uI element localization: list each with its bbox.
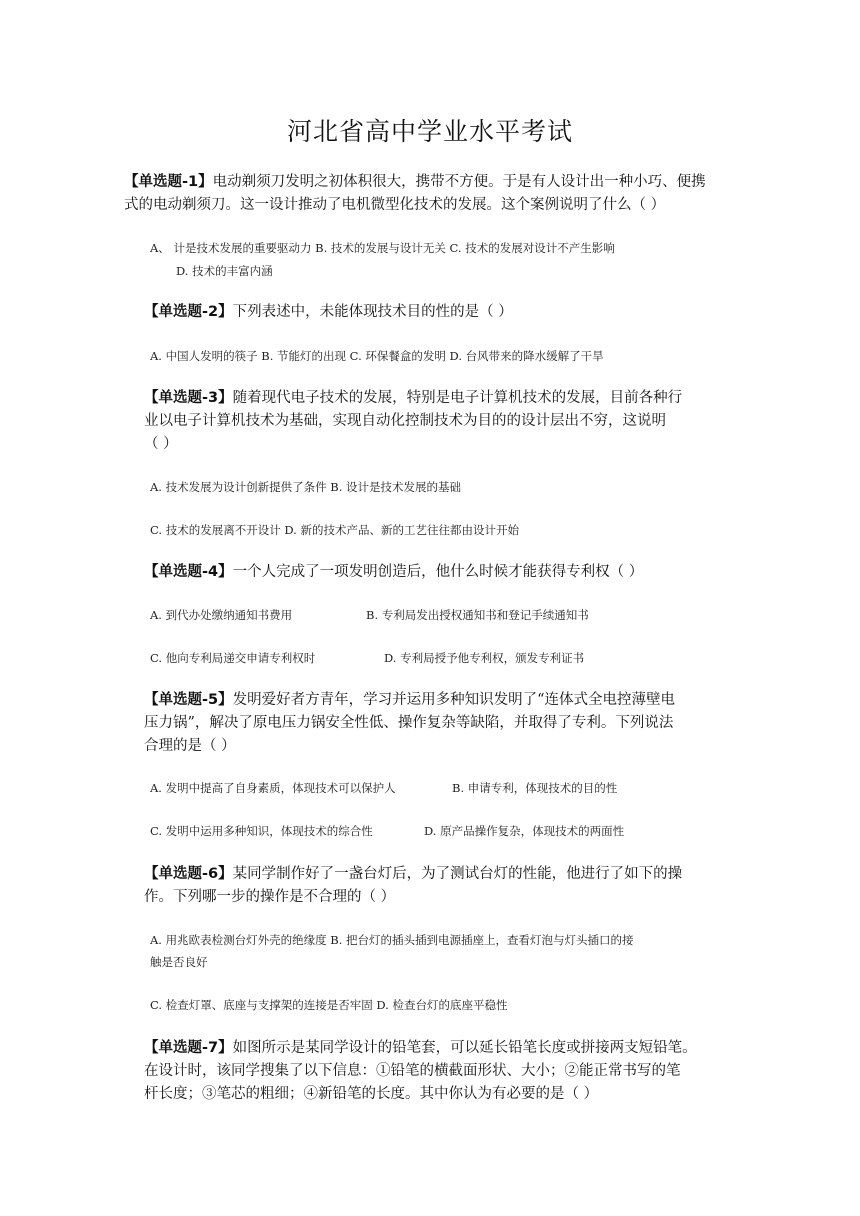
question-5-line-3 — [144, 735, 236, 758]
question-7-stem-line-2: 在设计时，该同学搜集了以下信息：①铅笔的横截面形状、大小；②能正常书写的笔 — [144, 1063, 681, 1079]
question-5-option-c: C. 发明中运用多种知识，体现技术的综合性 — [150, 824, 373, 838]
question-1-stem-line-2: 式的电动剃须刀。这一设计推动了电机微型化技术的发展。这个案例说明了什么（ ） — [124, 197, 666, 213]
question-1-options-line-1: A、 计是技术发展的重要驱动力 B. 技术的发展与设计无关 C. 技术的发展对设计不产生影响 — [150, 241, 615, 255]
question-4-option-c: C. 他向专利局递交申请专利权时 — [150, 651, 316, 665]
question-4-option-a: A. 到代办处缴纳通知书费用 — [150, 608, 293, 622]
question-2 — [144, 301, 513, 324]
question-5 — [144, 689, 675, 712]
question-7 — [144, 1037, 697, 1060]
question-2-options: A. 中国人发明的筷子 B. 节能灯的出现 C. 环保餐盒的发明 D. 台风带来的降水缓解了干旱 — [150, 349, 604, 363]
question-6-stem-line-1: 某同学制作好了一盏台灯后，为了测试台灯的性能，他进行了如下的操 — [232, 866, 683, 882]
question-6 — [144, 863, 682, 886]
question-1-option-d: D. 技术的丰富内涵 — [176, 264, 273, 278]
question-7-tag: 【单选题-7】 — [144, 1040, 233, 1056]
question-4-option-d: D. 专利局授予他专利权，颁发专利证书 — [384, 651, 585, 665]
question-3 — [144, 387, 682, 410]
question-2-tag: 【单选题-2】 — [144, 304, 233, 320]
question-1-line-2 — [124, 194, 665, 217]
question-6-options-line-1: A. 用兆欧表检测台灯外壳的绝缘度 B. 把台灯的插头插到电源插座上，查看灯泡与灯头插口的接 — [150, 933, 634, 947]
question-1 — [124, 171, 706, 194]
question-3-tag: 【单选题-3】 — [144, 390, 233, 406]
question-4 — [144, 561, 643, 584]
question-4-stem-line-1: 一个人完成了一项发明创造后，他什么时候才能获得专利权（ ） — [232, 564, 644, 580]
page-title: 河北省高中学业水平考试 — [286, 117, 573, 146]
question-2-stem-line-1: 下列表述中，未能体现技术目的性的是（ ） — [232, 304, 513, 320]
question-3-line-3 — [144, 433, 178, 456]
question-5-option-b: B. 申请专利，体现技术的目的性 — [452, 781, 618, 795]
question-5-option-a: A. 发明中提高了自身素质，体现技术可以保护人 — [150, 781, 396, 795]
question-5-tag: 【单选题-5】 — [144, 692, 233, 708]
question-7-stem-line-1: 如图所示是某同学设计的铅笔套，可以延长铅笔长度或拼接两支短铅笔。 — [232, 1040, 697, 1056]
question-6-tag: 【单选题-6】 — [144, 866, 233, 882]
question-6-stem-line-2: 作。下列哪一步的操作是不合理的（ ） — [144, 889, 396, 905]
question-6-options-line-2: 触是否良好 — [150, 955, 208, 969]
question-4-tag: 【单选题-4】 — [144, 564, 233, 580]
question-1-tag: 【单选题-1】 — [124, 174, 213, 190]
question-3-options-line-1: A. 技术发展为设计创新提供了条件 B. 设计是技术发展的基础 — [150, 480, 462, 494]
question-3-stem-line-3: （ ） — [144, 436, 178, 452]
question-3-line-2 — [144, 410, 666, 433]
question-6-line-2 — [144, 886, 395, 909]
question-5-option-d: D. 原产品操作复杂，体现技术的两面性 — [424, 824, 625, 838]
question-1-stem-line-1: 电动剃须刀发明之初体积很大，携带不方便。于是有人设计出一种小巧、便携 — [212, 174, 706, 190]
question-5-stem-line-3: 合理的是（ ） — [144, 738, 236, 754]
question-6-options-line-3: C. 检查灯罩、底座与支撑架的连接是否牢固 D. 检查台灯的底座平稳性 — [150, 998, 508, 1012]
question-5-line-2 — [144, 712, 673, 735]
question-5-stem-line-2: 压力锅”，解决了原电压力锅安全性低、操作复杂等缺陷，并取得了专利。下列说法 — [144, 715, 674, 731]
question-5-stem-line-1: 发明爱好者方青年，学习并运用多种知识发明了“连体式全电控薄壁电 — [232, 692, 676, 708]
question-7-line-2 — [144, 1060, 681, 1083]
question-3-options-line-2: C. 技术的发展离不开设计 D. 新的技术产品、新的工艺往往都由设计开始 — [150, 523, 519, 537]
question-7-line-3 — [144, 1083, 598, 1106]
question-3-stem-line-1: 随着现代电子技术的发展，特别是电子计算机技术的发展，目前各种行 — [232, 390, 683, 406]
question-3-stem-line-2: 业以电子计算机技术为基础，实现自动化控制技术为目的的设计层出不穷，这说明 — [144, 413, 666, 429]
question-4-option-b: B. 专利局发出授权通知书和登记手续通知书 — [366, 608, 589, 622]
question-7-stem-line-3: 杆长度；③笔芯的粗细；④新铅笔的长度。其中你认为有必要的是（ ） — [144, 1086, 599, 1102]
